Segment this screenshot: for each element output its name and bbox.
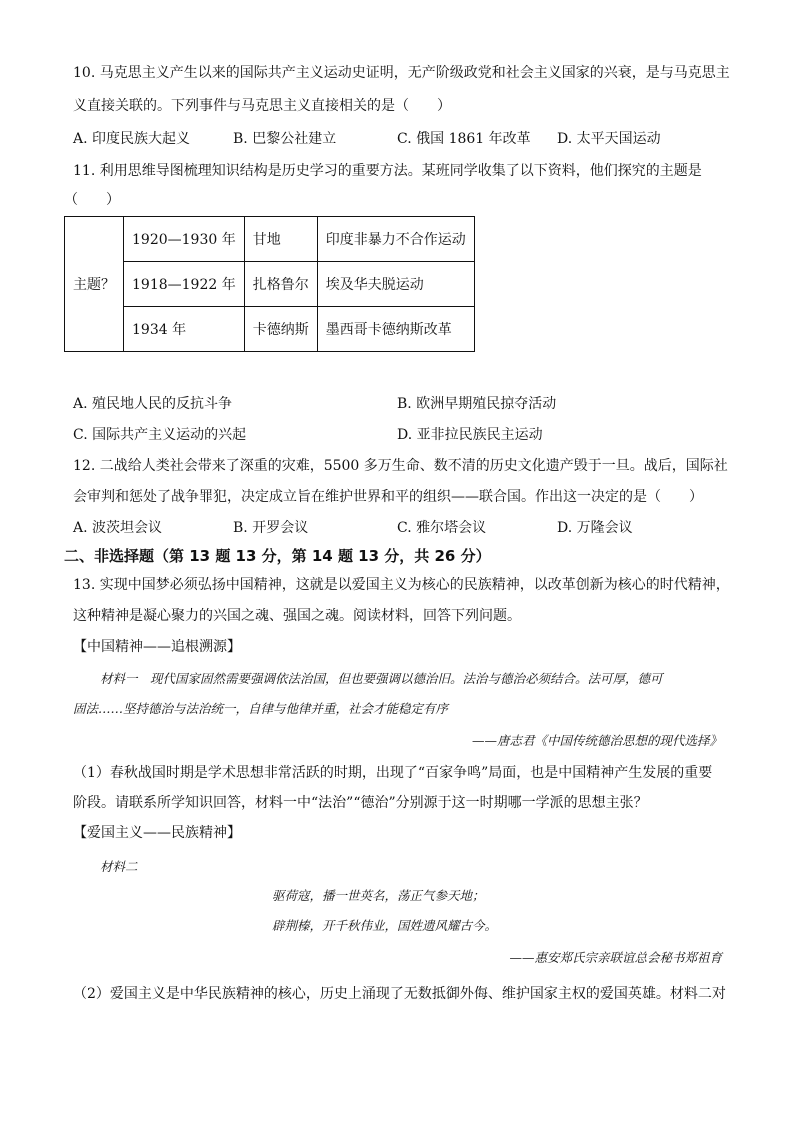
table-cell-person: 扎格鲁尔 xyxy=(244,262,317,307)
poem-line1: 驱荷寇，播一世英名，荡正气参天地； xyxy=(272,888,485,903)
table-row xyxy=(65,307,475,352)
table-cell-event: 埃及华夫脱运动 xyxy=(317,262,474,307)
material1-line1: 材料一 现代国家固然需要强调依法治国，但也要强调以德治旧。法治与德治必须结合。法可厚，德可 xyxy=(100,671,663,686)
table-row xyxy=(65,262,475,307)
q12-option-b: B. 开罗会议 xyxy=(233,520,309,536)
table-cell-event: 墨西哥卡德纳斯改革 xyxy=(317,307,474,352)
sub1-question-line1: （1）春秋战国时期是学术思想非常活跃的时期，出现了“百家争鸣”局面，也是中国精神产生发展的重要 xyxy=(73,765,713,781)
sub1-question-line2: 阶段。请联系所学知识回答，材料一中“法治”“德治”分别源于这一时期哪一学派的思想主张？ xyxy=(73,795,648,811)
q10-option-c: C. 俄国 1861 年改革 xyxy=(397,131,531,147)
q13-stem-line1: 13. 实现中国梦必须弘扬中国精神，这就是以爱国主义为核心的民族精神，以改革创新为核心的时代精神， xyxy=(73,577,730,593)
q11-option-c: C. 国际共产主义运动的兴起 xyxy=(73,427,247,443)
q11-option-b: B. 欧洲早期殖民掠夺活动 xyxy=(397,396,557,412)
q10-option-b: B. 巴黎公社建立 xyxy=(233,131,337,147)
poem-line2: 辟荆榛，开千秋伟业，国姓遗风耀古今。 xyxy=(272,918,498,933)
q10-option-a: A. 印度民族大起义 xyxy=(73,131,191,147)
q11-stem-line1: 11. 利用思维导图梳理知识结构是历史学习的重要方法。某班同学收集了以下资料，他们探究的主题是 xyxy=(73,163,702,179)
q12-option-d: D. 万隆会议 xyxy=(557,520,633,536)
material1-source: ——唐志君《中国传统德治思想的现代选择》 xyxy=(471,733,722,748)
sub1-title: 【中国精神——追根溯源】 xyxy=(73,639,241,655)
q10-stem-line2: 义直接关联的。下列事件与马克思主义直接相关的是（ ） xyxy=(73,98,451,114)
q13-stem-line2: 这种精神是凝心聚力的兴国之魂、强国之魂。阅读材料，回答下列问题。 xyxy=(73,608,521,624)
q10-stem-line1: 10. 马克思主义产生以来的国际共产主义运动史证明，无产阶级政党和社会主义国家的兴衰，是与马克思主 xyxy=(73,65,730,81)
material2-label: 材料二 xyxy=(100,859,138,874)
table-cell-person: 甘地 xyxy=(244,217,317,262)
q11-option-a: A. 殖民地人民的反抗斗争 xyxy=(73,396,233,412)
mind-map-table xyxy=(64,216,475,352)
q12-stem-line1: 12. 二战给人类社会带来了深重的灾难，5500 多万生命、数不清的历史文化遗产毁于一旦。战后，国际社 xyxy=(73,458,728,474)
table-cell-period: 1934 年 xyxy=(124,307,245,352)
material1-line2: 固法……坚持德治与法治统一，自律与他律并重，社会才能稳定有序 xyxy=(73,701,449,716)
sub2-title: 【爱国主义——民族精神】 xyxy=(73,825,241,841)
material2-source: ——惠安郑氏宗亲联谊总会秘书郑祖育 xyxy=(509,950,722,965)
table-cell-period: 1920—1930 年 xyxy=(124,217,245,262)
table-cell-period: 1918—1922 年 xyxy=(124,262,245,307)
q10-option-d: D. 太平天国运动 xyxy=(557,131,661,147)
section-heading: 二、非选择题（第 13 题 13 分，第 14 题 13 分，共 26 分） xyxy=(64,547,491,565)
q12-option-a: A. 波茨坦会议 xyxy=(73,520,163,536)
sub2-question-line1: （2）爱国主义是中华民族精神的核心，历史上涌现了无数抵御外侮、维护国家主权的爱国英雄。材料二对 xyxy=(73,986,726,1002)
q12-option-c: C. 雅尔塔会议 xyxy=(397,520,487,536)
q11-option-d: D. 亚非拉民族民主运动 xyxy=(397,427,543,443)
table-row xyxy=(65,217,475,262)
table-cell-person: 卡德纳斯 xyxy=(244,307,317,352)
table-cell-event: 印度非暴力不合作运动 xyxy=(317,217,474,262)
q11-stem-line2: （ ） xyxy=(64,192,120,208)
q12-stem-line2: 会审判和惩处了战争罪犯，决定成立旨在维护世界和平的组织——联合国。作出这一决定的是（ ） xyxy=(73,489,703,505)
topic-cell: 主题？ xyxy=(65,217,124,352)
